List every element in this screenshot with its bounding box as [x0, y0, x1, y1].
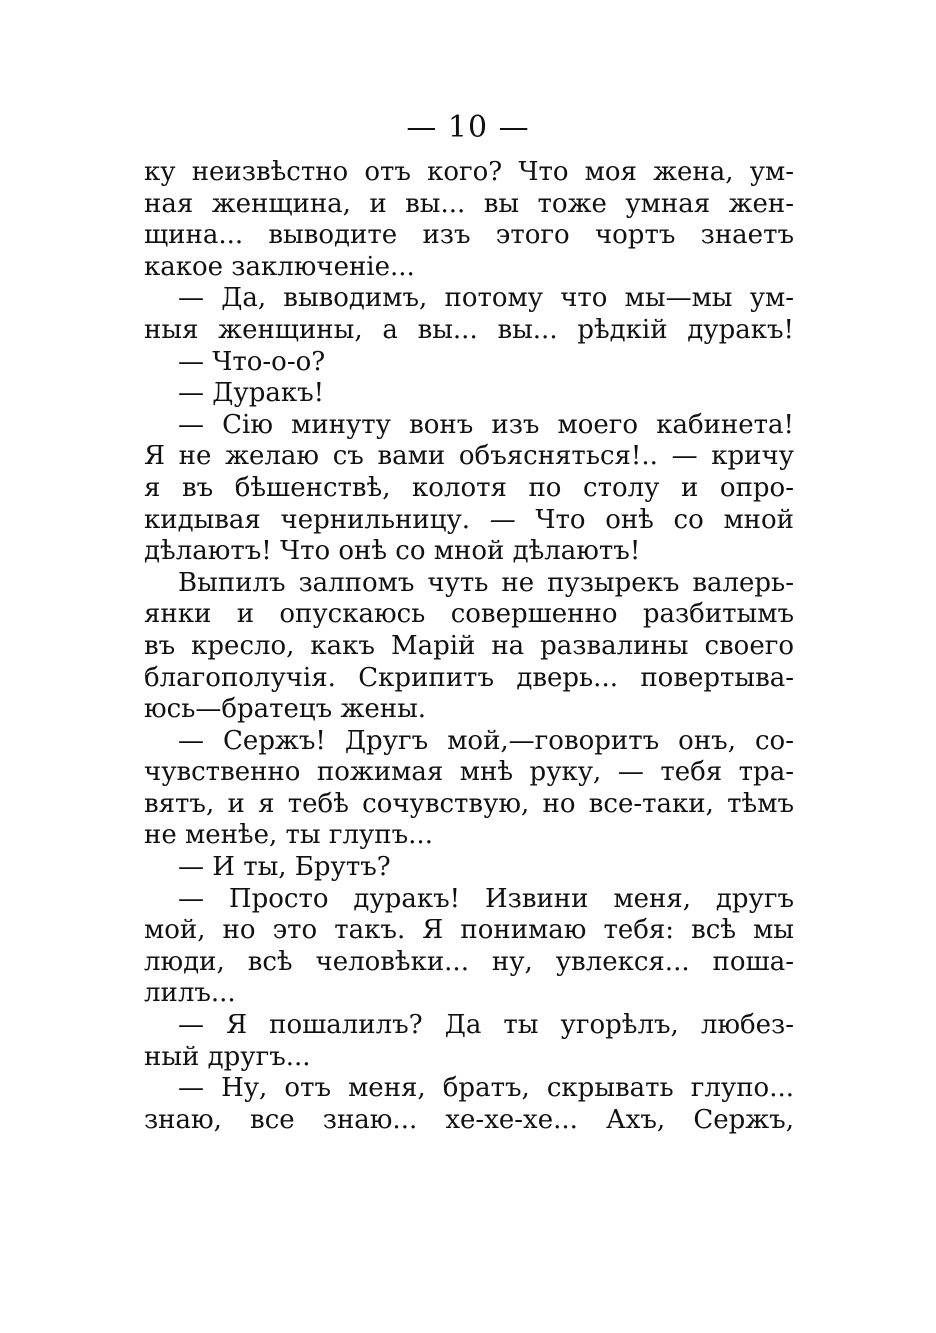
text-line: я въ бѣшенствѣ, колотя по столу и опро- — [144, 472, 794, 503]
text-line: — И ты, Брутъ? — [178, 852, 391, 883]
text-line: Выпилъ залпомъ чуть не пузырекъ валерь- — [178, 567, 794, 598]
text-line: — Сію минуту вонъ изъ моего кабинета! — [178, 409, 794, 440]
page-number: — 10 — — [406, 110, 530, 145]
text-line: — Да, выводимъ, потому что мы—мы ум- — [178, 283, 794, 314]
text-line: какое заключеніе... — [144, 251, 415, 282]
text-line: Я не желаю съ вами объясняться!.. — кричу — [144, 441, 794, 472]
text-line: — Дуракъ! — [178, 378, 325, 409]
text-line: не менѣе, ты глупъ... — [144, 820, 433, 851]
text-line: кидывая чернильницу. — Что онѣ со мной — [144, 504, 794, 535]
text-line: дѣлаютъ! Что онѣ со мной дѣлаютъ! — [144, 536, 641, 567]
text-line: въ кресло, какъ Марій на развалины своего — [144, 630, 794, 661]
text-line: лилъ... — [144, 978, 236, 1009]
text-line: мой, но это такъ. Я понимаю тебя: всѣ мы — [144, 915, 794, 946]
text-body — [144, 157, 794, 1136]
text-line: ку неизвѣстно отъ кого? Что моя жена, ум- — [144, 157, 794, 187]
text-line: ный другъ... — [144, 1041, 311, 1072]
text-line: — Что-о-о? — [178, 346, 326, 377]
text-line: люди, всѣ человѣки... ну, увлекся... поша- — [144, 946, 794, 977]
text-line: чувственно пожимая мнѣ руку, — тебя тра- — [144, 757, 794, 788]
text-line: — Сержъ! Другъ мой,—говоритъ онъ, со- — [178, 725, 794, 756]
text-line: вятъ, и я тебѣ сочувствую, но все-таки, тѣмъ — [144, 788, 794, 819]
text-line: щина... выводите изъ этого чортъ знаетъ — [144, 220, 794, 251]
text-line: ныя женщины, а вы... вы... рѣдкій дуракъ! — [144, 314, 794, 345]
text-line: — Я пошалилъ? Да ты угорѣлъ, любез- — [178, 1010, 794, 1041]
text-line: — Просто дуракъ! Извини меня, другъ — [178, 883, 794, 914]
text-line: юсь—братецъ жены. — [144, 694, 427, 725]
text-line: благополучія. Скрипитъ дверь... повертыва- — [144, 662, 794, 693]
text-line: знаю, все знаю... хе-хе-хе... Ахъ, Сержъ, — [144, 1104, 794, 1135]
text-line: ная женщина, и вы... вы тоже умная жен- — [144, 188, 794, 219]
text-line: — Ну, отъ меня, братъ, скрывать глупо... — [178, 1073, 794, 1104]
text-line: янки и опускаюсь совершенно разбитымъ — [144, 599, 794, 630]
